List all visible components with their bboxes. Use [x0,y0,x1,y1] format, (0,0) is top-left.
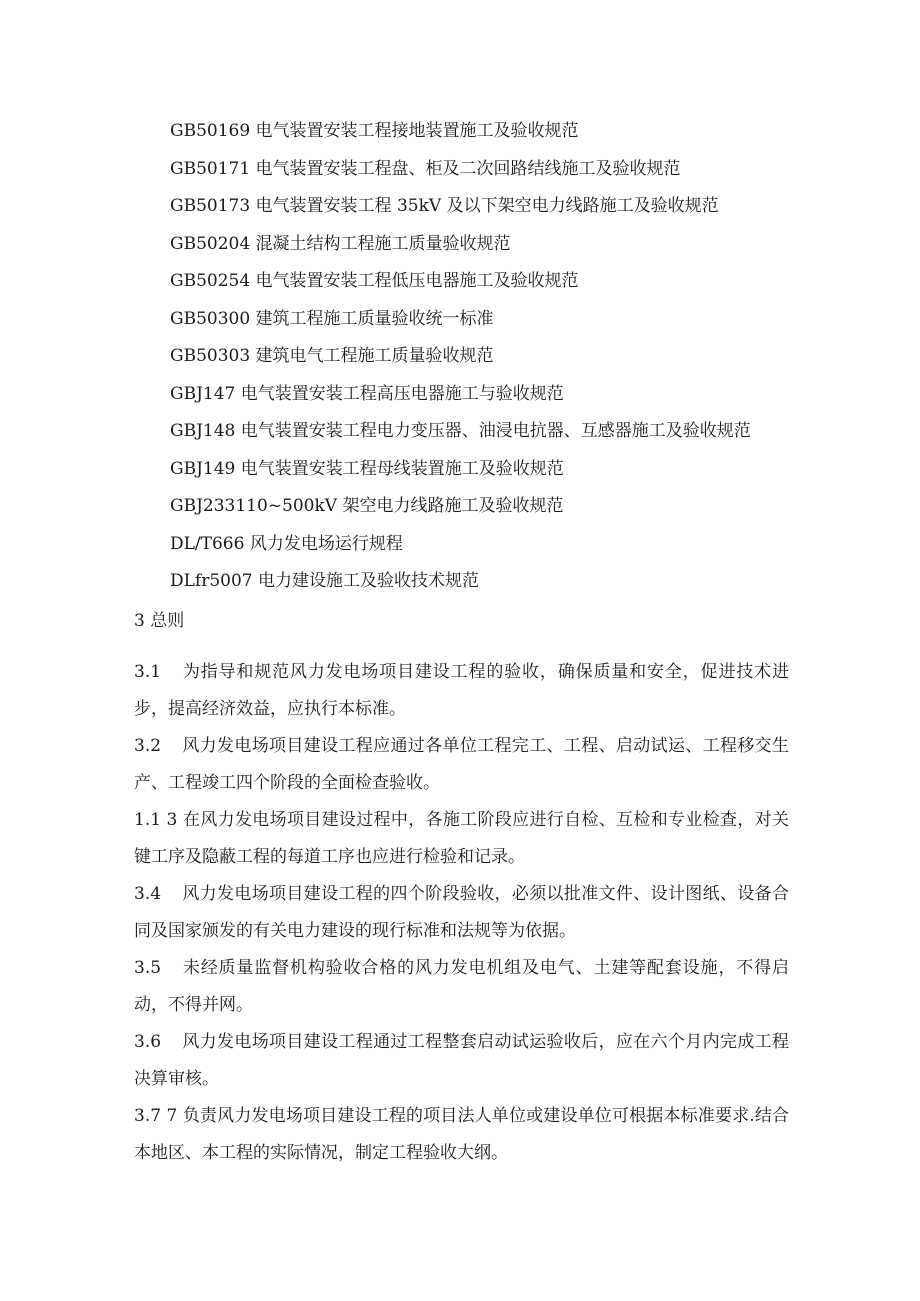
clause-paragraph [134,876,789,950]
clause-text: 风力发电场项目建设工程的四个阶段验收，必须以批准文件、设计图纸、设备合同及国家颁发的有关电力建设的现行标准和法规等为依据。 [134,884,789,941]
reference-item: GBJ147 电气装置安装工程高压电器施工与验收规范 [170,383,564,404]
clause-text: 风力发电场项目建设工程通过工程整套启动试运验收后，应在六个月内完成工程决算审核。 [134,1032,789,1089]
reference-item: GBJ233110~500kV 架空电力线路施工及验收规范 [170,496,564,516]
reference-standards-list [170,113,870,601]
reference-item: GB50303 建筑电气工程施工质量验收规范 [170,346,494,366]
reference-item: GB50254 电气装置安装工程低压电器施工及验收规范 [170,271,579,291]
clause-text: 风力发电场项目建设工程应通过各单位工程完工、工程、启动试运、工程移交生产、工程竣工四个阶段的全面检查验收。 [134,736,789,793]
reference-item: GB50300 建筑工程施工质量验收统一标准 [170,308,494,329]
clause-number: 3.5 [134,958,162,978]
clause-text: 负责风力发电场项目建设工程的项目法人单位或建设单位可根据本标准要求.结合本地区、本工程的实际情况，制定工程验收大纲。 [134,1106,790,1163]
reference-item: GBJ149 电气装置安装工程母线装置施工及验收规范 [170,458,564,479]
clause-text: 在风力发电场项目建设过程中，各施工阶段应进行自检、互检和专业检查，对关键工序及隐蔽工程的每道工序也应进行检验和记录。 [134,810,790,867]
reference-item: GB50171 电气装置安装工程盘、柜及二次回路结线施工及验收规范 [170,158,681,179]
reference-item: DLfr5007 电力建设施工及验收技术规范 [170,571,480,591]
clause-paragraph [134,802,789,876]
reference-item: GB50169 电气装置安装工程接地装置施工及验收规范 [170,121,579,141]
clause-paragraph [134,1024,789,1098]
reference-item: GBJ148 电气装置安装工程电力变压器、油浸电抗器、互感器施工及验收规范 [170,421,751,441]
clause-number: 3.7 7 [134,1106,178,1126]
clause-number: 3.4 [134,884,162,904]
reference-item: DL/T666 风力发电场运行规程 [170,533,403,554]
clause-paragraph [134,1098,789,1172]
clause-paragraph [134,654,789,728]
clause-number: 1.1 3 [134,810,178,830]
section-heading: 3 总则 [134,611,185,631]
clause-paragraph [134,950,789,1024]
clause-number: 3.2 [134,736,162,756]
clause-number: 3.6 [134,1032,162,1052]
clause-list [134,654,789,1172]
clause-text: 为指导和规范风力发电场项目建设工程的验收，确保质量和安全，促进技术进步，提高经济效益，应执行本标准。 [134,662,789,719]
clause-paragraph [134,728,789,802]
clause-number: 3.1 [134,662,162,682]
reference-item: GB50204 混凝土结构工程施工质量验收规范 [170,233,511,254]
reference-item: GB50173 电气装置安装工程 35kV 及以下架空电力线路施工及验收规范 [170,196,719,216]
clause-text: 未经质量监督机构验收合格的风力发电机组及电气、土建等配套设施，不得启动，不得并网。 [134,958,789,1015]
